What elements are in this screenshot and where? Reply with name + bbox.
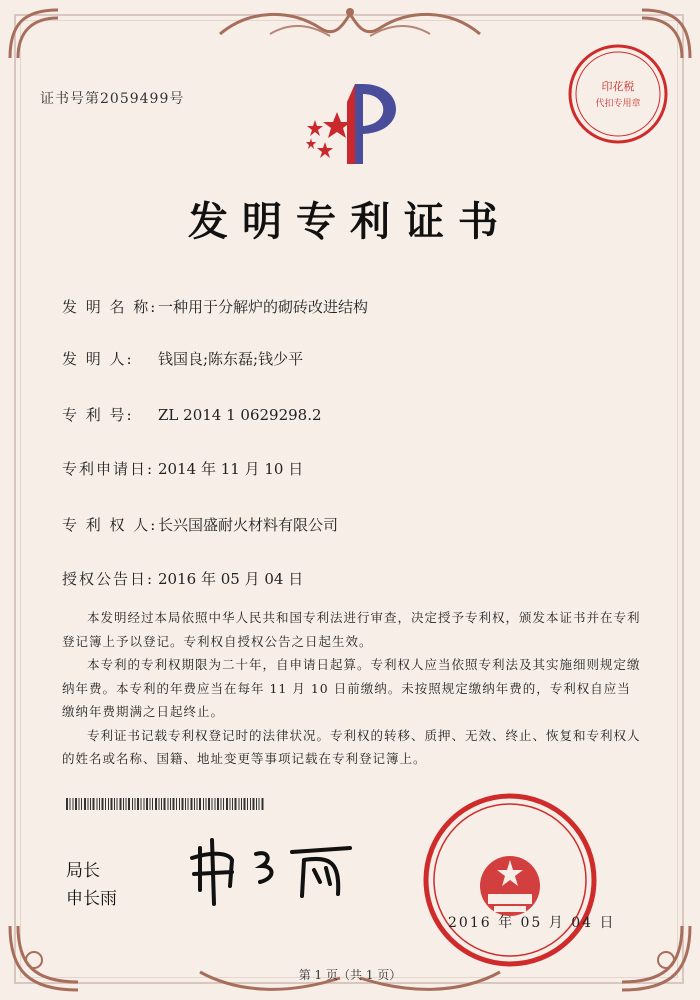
bottom-right-corner-ornament (616, 920, 696, 996)
tax-stamp-seal (566, 42, 670, 146)
field-value: 一种用于分解炉的砌砖改进结构 (158, 298, 369, 316)
cnipa-official-seal (420, 790, 600, 970)
certificate-number-value: 2059499 (100, 91, 170, 107)
page-title: 发明专利证书 (188, 198, 512, 245)
top-left-corner-ornament (4, 4, 64, 64)
certificate-number-suffix: 号 (169, 91, 185, 107)
field-patentee (62, 514, 338, 535)
director-title: 局长 (66, 861, 100, 881)
field-value: ZL 2014 1 0629298.2 (158, 406, 322, 424)
field-patent-number (62, 404, 322, 425)
field-label: 授权公告日: (62, 570, 155, 588)
field-value: 2016 年 05 月 04 日 (158, 570, 304, 588)
field-label: 专 利 号: (62, 406, 134, 424)
page-number: 第 1 页（共 1 页） (298, 968, 402, 982)
cnipa-logo-icon (285, 72, 415, 172)
director-signature (180, 830, 360, 910)
body-paragraph: 专利证书记载专利权登记时的法律状况。专利权的转移、质押、无效、终止、恢复和专利权人的姓名或名称、国籍、地址变更等事项记载在专利登记簿上。 (62, 727, 641, 766)
certificate-number-label: 证书号第 (40, 91, 100, 107)
certificate-number (40, 88, 184, 108)
barcode-icon (66, 798, 266, 810)
field-label: 发 明 名 称: (62, 298, 158, 316)
svg-text:印花税: 印花税 (601, 80, 635, 93)
director-name: 申长雨 (66, 889, 117, 909)
field-inventors (62, 348, 303, 369)
field-filing-date (62, 458, 303, 479)
field-label: 发 明 人: (62, 350, 134, 368)
field-value: 长兴国盛耐火材料有限公司 (158, 516, 339, 534)
field-label: 专利申请日: (62, 460, 155, 478)
field-grant-date (62, 568, 303, 589)
field-invention-name (62, 296, 368, 317)
body-paragraph: 本发明经过本局依照中华人民共和国专利法进行审查，决定授予专利权，颁发本证书并在专利登记簿上予以登记。专利权自授权公告之日起生效。 (62, 610, 641, 649)
certificate-body (62, 606, 642, 771)
bottom-left-corner-ornament (4, 920, 84, 996)
field-value: 钱国良;陈东磊;钱少平 (158, 350, 304, 368)
svg-text:代扣专用章: 代扣专用章 (595, 99, 641, 109)
field-value: 2014 年 11 月 10 日 (158, 460, 304, 478)
issue-date: 2016 年 05 月 04 日 (448, 915, 616, 931)
body-paragraph: 本专利的专利权期限为二十年，自申请日起算。专利权人应当依照专利法及其实施细则规定缴纳年费。本专利的年费应当在每年 11 月 10 日前缴纳。未按照规定缴纳年费的，专利权自应当缴纳年费期满之日起终止。 (62, 657, 641, 719)
field-label: 专 利 权 人: (62, 516, 158, 534)
top-ornament (210, 4, 490, 50)
